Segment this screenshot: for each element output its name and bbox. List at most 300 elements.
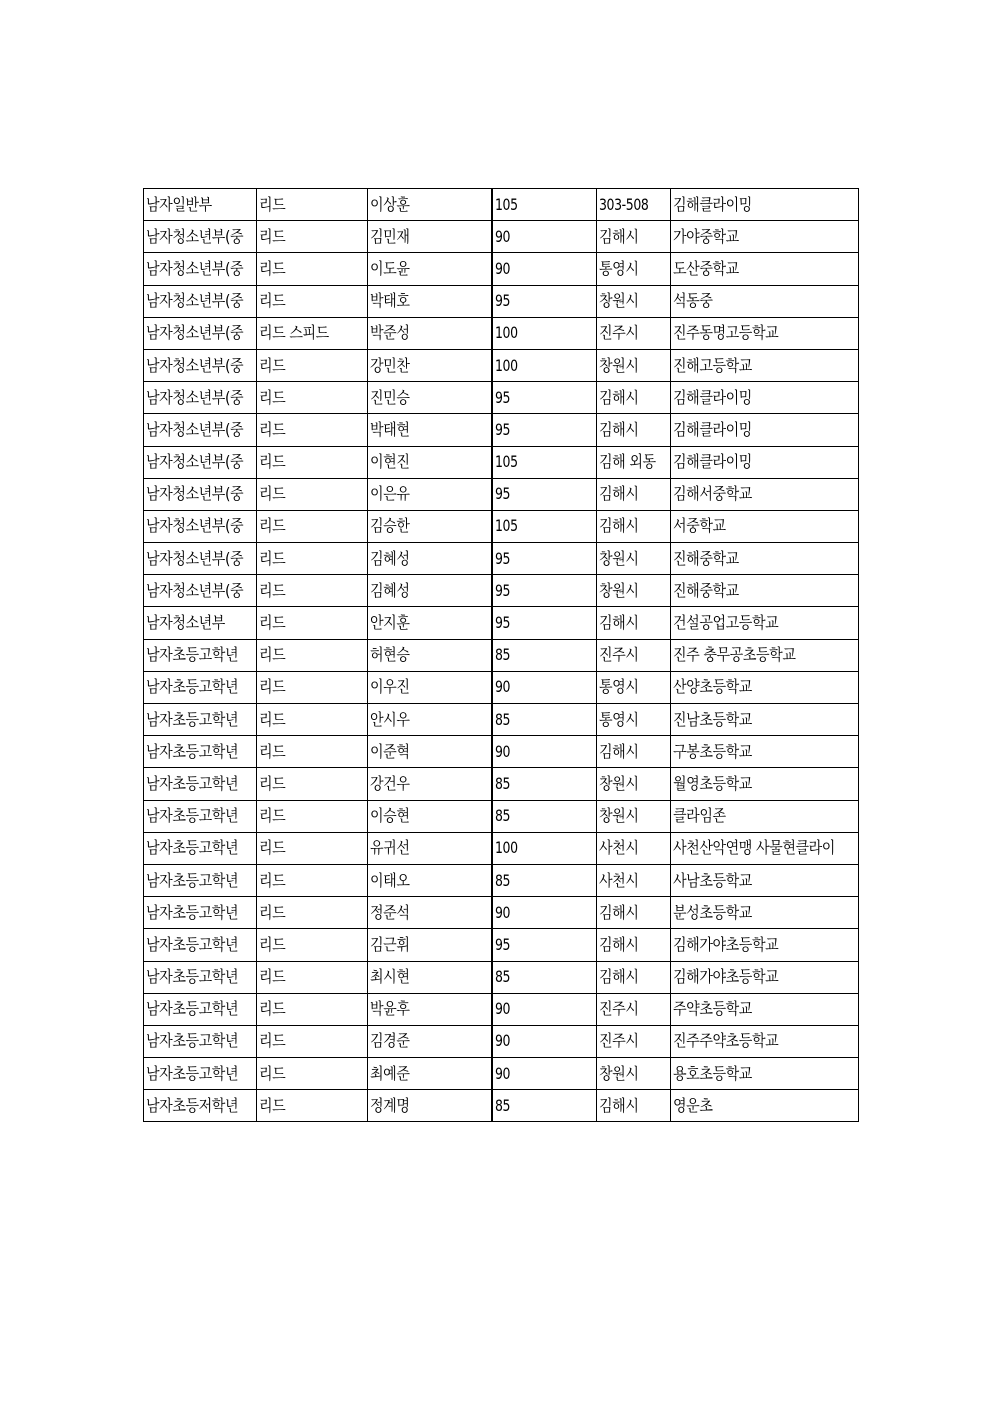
division-cell: [144, 929, 257, 961]
table-row: [144, 575, 859, 607]
region-cell: [597, 189, 671, 221]
division-text: 남자청소년부(중: [146, 291, 244, 311]
affiliation-text: 진해중학교: [673, 580, 740, 600]
name-cell: [368, 446, 493, 478]
name-text: 허현승: [370, 645, 410, 665]
event-cell: [257, 253, 368, 285]
event-text: 리드: [259, 548, 286, 568]
name-text: 박윤후: [370, 999, 410, 1019]
region-cell: [597, 543, 671, 575]
table-row: [144, 317, 859, 349]
event-cell: [257, 382, 368, 414]
region-text: 통영시: [599, 709, 639, 729]
name-cell: [368, 253, 493, 285]
event-cell: [257, 285, 368, 317]
size-cell: [492, 285, 597, 317]
event-cell: [257, 478, 368, 510]
division-cell: [144, 704, 257, 736]
affiliation-cell: [671, 607, 858, 639]
division-cell: [144, 478, 257, 510]
affiliation-text: 도산중학교: [673, 258, 740, 278]
affiliation-text: 사천산악연맹 사물현클라이: [673, 838, 836, 858]
affiliation-cell: [671, 993, 858, 1025]
region-cell: [597, 382, 671, 414]
affiliation-text: 클라임존: [673, 806, 727, 826]
event-text: 리드: [259, 452, 286, 472]
table-row: [144, 897, 859, 929]
region-cell: [597, 929, 671, 961]
region-text: 김해시: [599, 741, 639, 761]
region-text: 김해시: [599, 387, 639, 407]
name-cell: [368, 639, 493, 671]
affiliation-cell: [671, 349, 858, 381]
affiliation-text: 구봉초등학교: [673, 741, 753, 761]
size-text: 90: [495, 677, 511, 697]
division-cell: [144, 961, 257, 993]
region-cell: [597, 736, 671, 768]
region-cell: [597, 575, 671, 607]
size-cell: [492, 768, 597, 800]
affiliation-cell: [671, 671, 858, 703]
region-text: 진주시: [599, 645, 639, 665]
division-cell: [144, 1058, 257, 1090]
region-cell: [597, 285, 671, 317]
name-text: 김혜성: [370, 548, 410, 568]
division-text: 남자청소년부(중: [146, 387, 244, 407]
name-text: 안시우: [370, 709, 410, 729]
affiliation-text: 주약초등학교: [673, 999, 753, 1019]
event-cell: [257, 317, 368, 349]
name-cell: [368, 575, 493, 607]
size-text: 90: [495, 741, 511, 761]
event-text: 리드: [259, 516, 286, 536]
affiliation-text: 분성초등학교: [673, 902, 753, 922]
table-row: [144, 929, 859, 961]
size-cell: [492, 1058, 597, 1090]
size-cell: [492, 704, 597, 736]
division-text: 남자초등고학년: [146, 741, 239, 761]
name-cell: [368, 897, 493, 929]
name-cell: [368, 1058, 493, 1090]
table-row: [144, 1090, 859, 1122]
table-row: [144, 414, 859, 446]
name-text: 강건우: [370, 773, 410, 793]
affiliation-cell: [671, 543, 858, 575]
division-text: 남자청소년부(중: [146, 419, 244, 439]
table-row: [144, 382, 859, 414]
event-text: 리드 스피드: [259, 323, 330, 343]
region-text: 김해시: [599, 613, 639, 633]
affiliation-cell: [671, 285, 858, 317]
name-cell: [368, 832, 493, 864]
size-cell: [492, 961, 597, 993]
region-cell: [597, 221, 671, 253]
table-body: [144, 189, 859, 1122]
size-cell: [492, 543, 597, 575]
name-cell: [368, 478, 493, 510]
division-cell: [144, 864, 257, 896]
division-cell: [144, 253, 257, 285]
event-text: 리드: [259, 838, 286, 858]
name-text: 이준혁: [370, 741, 410, 761]
affiliation-text: 서중학교: [673, 516, 727, 536]
name-cell: [368, 929, 493, 961]
region-text: 통영시: [599, 258, 639, 278]
affiliation-text: 김해클라이밍: [673, 452, 753, 472]
region-text: 통영시: [599, 677, 639, 697]
division-text: 남자청소년부(중: [146, 548, 244, 568]
region-text: 창원시: [599, 1063, 639, 1083]
name-text: 김경준: [370, 1031, 410, 1051]
table-row: [144, 253, 859, 285]
region-text: 303-508: [599, 194, 649, 214]
region-text: 김해시: [599, 484, 639, 504]
division-cell: [144, 189, 257, 221]
event-text: 리드: [259, 355, 286, 375]
size-cell: [492, 510, 597, 542]
name-text: 김민재: [370, 226, 410, 246]
name-cell: [368, 543, 493, 575]
event-cell: [257, 800, 368, 832]
size-text: 100: [495, 355, 519, 375]
region-text: 창원시: [599, 773, 639, 793]
event-text: 리드: [259, 613, 286, 633]
event-cell: [257, 189, 368, 221]
affiliation-text: 진해고등학교: [673, 355, 753, 375]
event-text: 리드: [259, 773, 286, 793]
event-cell: [257, 543, 368, 575]
size-text: 85: [495, 773, 511, 793]
event-text: 리드: [259, 1095, 286, 1115]
affiliation-text: 김해클라이밍: [673, 387, 753, 407]
region-text: 김해시: [599, 1095, 639, 1115]
table-row: [144, 639, 859, 671]
division-cell: [144, 317, 257, 349]
division-cell: [144, 768, 257, 800]
event-text: 리드: [259, 741, 286, 761]
affiliation-text: 건설공업고등학교: [673, 613, 779, 633]
region-cell: [597, 1058, 671, 1090]
region-cell: [597, 704, 671, 736]
affiliation-text: 김해가야초등학교: [673, 934, 779, 954]
affiliation-cell: [671, 1058, 858, 1090]
name-cell: [368, 510, 493, 542]
size-text: 95: [495, 484, 511, 504]
registration-table-container: [143, 188, 859, 1122]
division-cell: [144, 1090, 257, 1122]
region-text: 창원시: [599, 355, 639, 375]
event-text: 리드: [259, 999, 286, 1019]
size-text: 85: [495, 870, 511, 890]
division-cell: [144, 1025, 257, 1057]
region-text: 사천시: [599, 838, 639, 858]
event-cell: [257, 897, 368, 929]
name-cell: [368, 1090, 493, 1122]
size-text: 105: [495, 516, 519, 536]
affiliation-text: 석동중: [673, 291, 713, 311]
region-text: 김해시: [599, 967, 639, 987]
name-cell: [368, 961, 493, 993]
event-cell: [257, 221, 368, 253]
size-text: 85: [495, 1095, 511, 1115]
size-text: 95: [495, 934, 511, 954]
table-row: [144, 285, 859, 317]
region-cell: [597, 607, 671, 639]
division-text: 남자초등고학년: [146, 709, 239, 729]
name-cell: [368, 189, 493, 221]
division-text: 남자초등고학년: [146, 677, 239, 697]
name-text: 진민승: [370, 387, 410, 407]
size-text: 85: [495, 645, 511, 665]
name-text: 김승한: [370, 516, 410, 536]
event-cell: [257, 446, 368, 478]
region-cell: [597, 897, 671, 929]
division-text: 남자청소년부(중: [146, 484, 244, 504]
affiliation-text: 월영초등학교: [673, 773, 753, 793]
event-text: 리드: [259, 194, 286, 214]
event-cell: [257, 993, 368, 1025]
event-text: 리드: [259, 934, 286, 954]
size-cell: [492, 993, 597, 1025]
division-cell: [144, 832, 257, 864]
name-text: 정준석: [370, 902, 410, 922]
event-cell: [257, 704, 368, 736]
event-cell: [257, 349, 368, 381]
affiliation-text: 산양초등학교: [673, 677, 753, 697]
event-text: 리드: [259, 580, 286, 600]
registration-table: [143, 188, 859, 1122]
region-text: 김해시: [599, 516, 639, 536]
division-cell: [144, 510, 257, 542]
region-text: 진주시: [599, 323, 639, 343]
table-row: [144, 993, 859, 1025]
event-cell: [257, 929, 368, 961]
size-cell: [492, 575, 597, 607]
division-text: 남자초등저학년: [146, 1095, 239, 1115]
affiliation-cell: [671, 253, 858, 285]
affiliation-cell: [671, 478, 858, 510]
region-cell: [597, 478, 671, 510]
division-text: 남자초등고학년: [146, 1031, 239, 1051]
event-cell: [257, 510, 368, 542]
name-text: 정계명: [370, 1095, 410, 1115]
name-cell: [368, 800, 493, 832]
event-text: 리드: [259, 291, 286, 311]
event-cell: [257, 832, 368, 864]
table-row: [144, 671, 859, 703]
division-text: 남자청소년부(중: [146, 323, 244, 343]
size-text: 90: [495, 258, 511, 278]
affiliation-cell: [671, 1090, 858, 1122]
affiliation-text: 김해서중학교: [673, 484, 753, 504]
name-text: 이도윤: [370, 258, 410, 278]
size-cell: [492, 221, 597, 253]
size-cell: [492, 671, 597, 703]
table-row: [144, 607, 859, 639]
name-cell: [368, 768, 493, 800]
region-text: 창원시: [599, 548, 639, 568]
event-text: 리드: [259, 709, 286, 729]
division-cell: [144, 575, 257, 607]
affiliation-text: 진주주약초등학교: [673, 1031, 779, 1051]
division-cell: [144, 639, 257, 671]
division-cell: [144, 543, 257, 575]
affiliation-cell: [671, 639, 858, 671]
affiliation-cell: [671, 446, 858, 478]
event-text: 리드: [259, 870, 286, 890]
region-text: 진주시: [599, 1031, 639, 1051]
event-cell: [257, 607, 368, 639]
division-cell: [144, 897, 257, 929]
size-text: 95: [495, 419, 511, 439]
table-row: [144, 543, 859, 575]
size-text: 85: [495, 806, 511, 826]
division-cell: [144, 349, 257, 381]
region-text: 김해 외동: [599, 452, 657, 472]
name-cell: [368, 704, 493, 736]
event-text: 리드: [259, 1031, 286, 1051]
division-cell: [144, 382, 257, 414]
affiliation-cell: [671, 704, 858, 736]
division-cell: [144, 736, 257, 768]
size-text: 90: [495, 999, 511, 1019]
size-text: 100: [495, 838, 519, 858]
division-text: 남자초등고학년: [146, 1063, 239, 1083]
region-text: 김해시: [599, 226, 639, 246]
name-text: 이은유: [370, 484, 410, 504]
size-cell: [492, 446, 597, 478]
size-text: 90: [495, 226, 511, 246]
affiliation-cell: [671, 510, 858, 542]
size-text: 90: [495, 1063, 511, 1083]
affiliation-cell: [671, 221, 858, 253]
name-text: 강민찬: [370, 355, 410, 375]
region-text: 창원시: [599, 580, 639, 600]
affiliation-text: 가야중학교: [673, 226, 740, 246]
division-text: 남자초등고학년: [146, 870, 239, 890]
event-cell: [257, 1025, 368, 1057]
size-cell: [492, 607, 597, 639]
region-cell: [597, 639, 671, 671]
region-text: 김해시: [599, 902, 639, 922]
size-cell: [492, 929, 597, 961]
event-text: 리드: [259, 258, 286, 278]
division-text: 남자초등고학년: [146, 999, 239, 1019]
affiliation-text: 김해클라이밍: [673, 419, 753, 439]
name-text: 이승현: [370, 806, 410, 826]
table-row: [144, 832, 859, 864]
affiliation-cell: [671, 832, 858, 864]
affiliation-cell: [671, 382, 858, 414]
size-text: 85: [495, 709, 511, 729]
region-text: 창원시: [599, 806, 639, 826]
division-text: 남자일반부: [146, 194, 212, 214]
size-cell: [492, 897, 597, 929]
size-cell: [492, 1090, 597, 1122]
name-cell: [368, 671, 493, 703]
size-text: 100: [495, 323, 519, 343]
division-cell: [144, 446, 257, 478]
name-cell: [368, 993, 493, 1025]
affiliation-cell: [671, 800, 858, 832]
affiliation-text: 영운초: [673, 1095, 713, 1115]
size-cell: [492, 800, 597, 832]
region-cell: [597, 317, 671, 349]
table-row: [144, 1058, 859, 1090]
name-text: 이현진: [370, 452, 410, 472]
affiliation-cell: [671, 864, 858, 896]
region-cell: [597, 510, 671, 542]
division-text: 남자초등고학년: [146, 934, 239, 954]
affiliation-cell: [671, 189, 858, 221]
size-text: 105: [495, 194, 519, 214]
region-text: 창원시: [599, 291, 639, 311]
division-text: 남자청소년부(중: [146, 355, 244, 375]
event-text: 리드: [259, 645, 286, 665]
region-cell: [597, 832, 671, 864]
size-cell: [492, 832, 597, 864]
division-text: 남자청소년부(중: [146, 452, 244, 472]
name-cell: [368, 1025, 493, 1057]
event-cell: [257, 1090, 368, 1122]
name-cell: [368, 285, 493, 317]
size-cell: [492, 317, 597, 349]
table-row: [144, 800, 859, 832]
size-text: 90: [495, 1031, 511, 1051]
region-cell: [597, 993, 671, 1025]
division-cell: [144, 993, 257, 1025]
division-text: 남자청소년부(중: [146, 258, 244, 278]
affiliation-cell: [671, 929, 858, 961]
table-row: [144, 221, 859, 253]
name-text: 최시현: [370, 967, 410, 987]
event-cell: [257, 414, 368, 446]
size-cell: [492, 414, 597, 446]
division-cell: [144, 671, 257, 703]
region-cell: [597, 349, 671, 381]
region-text: 김해시: [599, 934, 639, 954]
name-text: 최예준: [370, 1063, 410, 1083]
division-text: 남자초등고학년: [146, 773, 239, 793]
table-row: [144, 736, 859, 768]
region-cell: [597, 768, 671, 800]
event-text: 리드: [259, 902, 286, 922]
name-text: 김혜성: [370, 580, 410, 600]
division-text: 남자청소년부(중: [146, 580, 244, 600]
division-text: 남자초등고학년: [146, 645, 239, 665]
event-text: 리드: [259, 806, 286, 826]
event-text: 리드: [259, 967, 286, 987]
region-cell: [597, 1025, 671, 1057]
table-row: [144, 768, 859, 800]
size-cell: [492, 253, 597, 285]
affiliation-text: 김해가야초등학교: [673, 967, 779, 987]
name-text: 유귀선: [370, 838, 410, 858]
name-cell: [368, 382, 493, 414]
division-cell: [144, 285, 257, 317]
size-text: 95: [495, 548, 511, 568]
event-cell: [257, 736, 368, 768]
affiliation-text: 진주 충무공초등학교: [673, 645, 796, 665]
table-row: [144, 478, 859, 510]
affiliation-cell: [671, 317, 858, 349]
size-cell: [492, 478, 597, 510]
event-cell: [257, 671, 368, 703]
size-cell: [492, 864, 597, 896]
size-text: 95: [495, 613, 511, 633]
region-cell: [597, 961, 671, 993]
division-cell: [144, 414, 257, 446]
